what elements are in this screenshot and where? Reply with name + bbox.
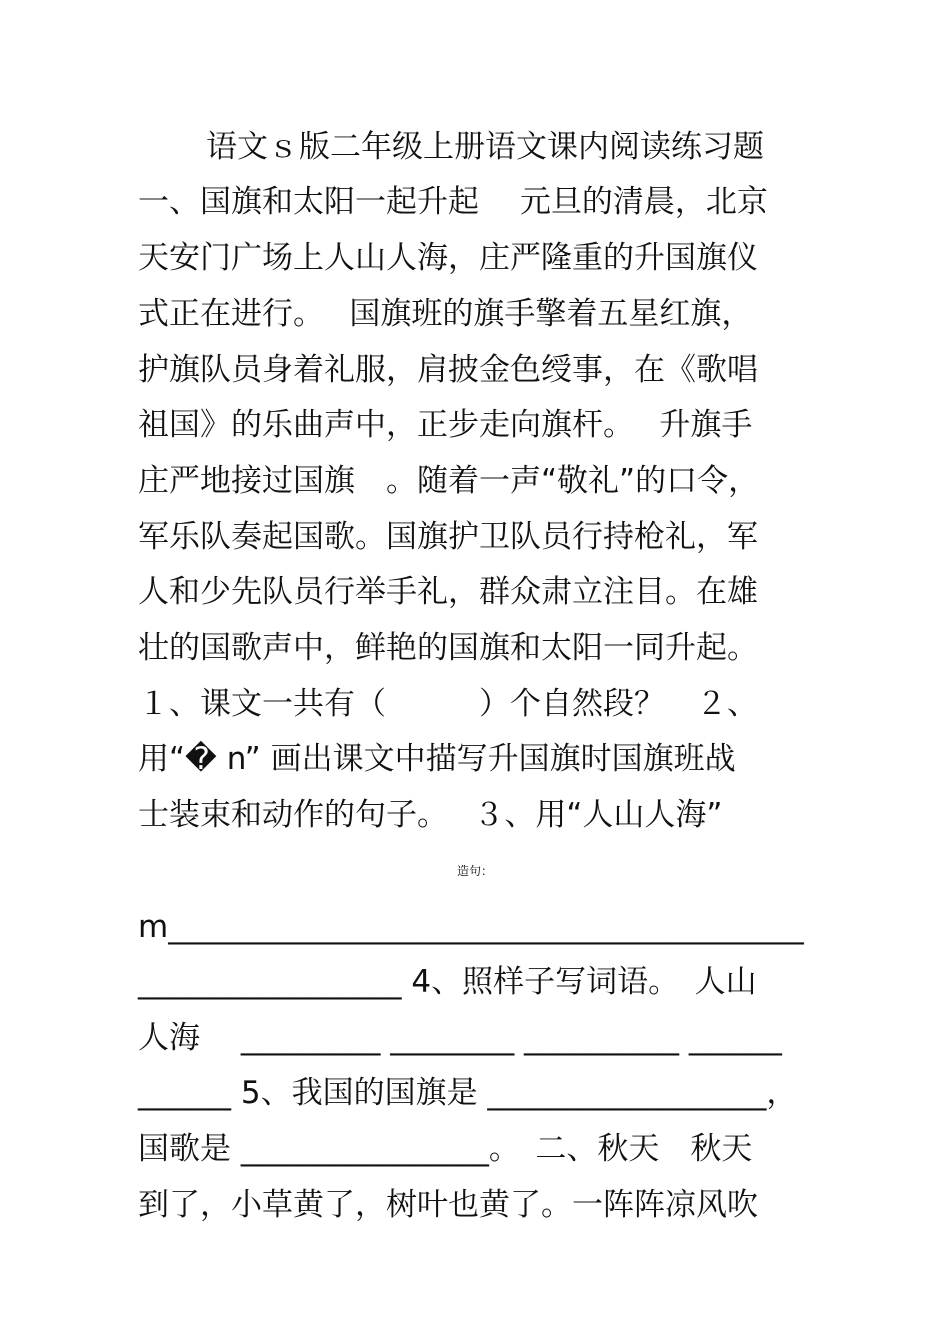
text-line-7: 军乐队奏起国歌。国旗护卫队员行持枪礼，军: [138, 519, 758, 555]
centered-line: 造句：: [456, 864, 493, 878]
text-line-last: 到了，小草黄了，树叶也黄了。一阵阵凉风吹: [138, 1187, 758, 1223]
answer-line-5: 国歌是 ________________。 二、秋天 秋天: [138, 1131, 753, 1167]
text-line-1: 一、国旗和太阳一起升起 元旦的清晨，北京: [138, 184, 768, 220]
question-line-1: １、课文一共有（ ）个自然段？ ２、: [138, 686, 758, 722]
text-line-5: 祖国》的乐曲声中，正步走向旗杆。 升旗手: [138, 407, 753, 443]
answer-line-4: ______ 5、我国的国旗是 __________________，: [138, 1075, 798, 1111]
text-line-9: 壮的国歌声中，鲜艳的国旗和太阳一同升起。: [138, 630, 758, 666]
answer-line-1: m_________________________________________: [138, 909, 804, 945]
answer-line-3: 人海 _________ ________ __________ ______: [138, 1020, 782, 1056]
document-title: 语文ｓ版二年级上册语文课内阅读练习题: [206, 129, 764, 165]
text-line-4: 护旗队员身着礼服，肩披金色绶事，在《歌唱: [138, 352, 758, 388]
text-line-3: 式正在进行。 国旗班的旗手擎着五星红旗，: [138, 296, 753, 332]
answer-line-2: _________________ 4、照样子写词语。 人山: [138, 964, 757, 1000]
text-line-6: 庄严地接过国旗 。随着一声“敬礼”的口令，: [138, 463, 760, 499]
question-line-2: 用“� n” 画出课文中描写升国旗时国旗班战: [138, 741, 736, 777]
text-line-8: 人和少先队员行举手礼，群众肃立注目。在雄: [138, 574, 758, 610]
text-line-2: 天安门广场上人山人海，庄严隆重的升国旗仪: [138, 240, 758, 276]
question-line-3: 士装束和动作的句子。 ３、用“人山人海”: [138, 797, 723, 833]
